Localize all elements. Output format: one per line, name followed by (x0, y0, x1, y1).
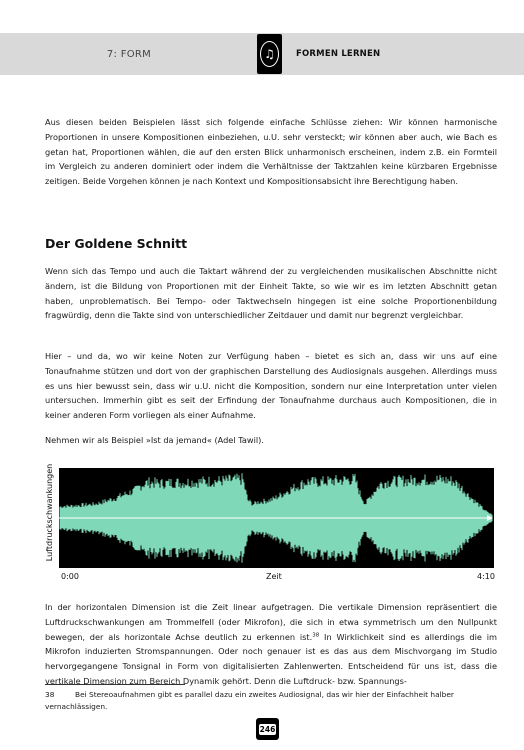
footnote-text: Bei Stereoaufnahmen gibt es parallel dazu ein zweites Audiosignal, das wir hier der Einfachheit halber vernachlässigen. (45, 690, 454, 711)
footnote-reference[interactable]: 38 (312, 631, 320, 638)
intro-paragraph: Aus diesen beiden Beispielen lässt sich folgende einfache Schlüsse ziehen: Wir können harmonische Proportionen in unsere Kompositionen einbeziehen, u.U. sehr versteckt; wir können aber auch, wie Bach es getan hat, Proportionen wählen, die auf den ersten Blick unharmonisch erscheinen, indem z.B. ein Formteil im Vergleich zu anderen dominiert oder indem die Verhältnisse der Taktzahlen keine kürzbaren Ergebnisse zeitigen. Beide Vorgehen können je nach Kontext und Kompositionsabsicht ihre Berechtigung haben. (45, 117, 497, 187)
waveform-start-label: 0:00 (61, 572, 79, 581)
waveform-chart (59, 468, 494, 568)
paragraph-tempo: Wenn sich das Tempo und auch die Taktart während der zu vergleichenden musikalischen Abschnitte nicht ändern, ist die Bildung von Proportionen mit der Einheit Takte, so wie wir es im letzten Abschnitt getan haben, unproblematisch. Bei Tempo- oder Taktwechseln hingegen ist eine solche Proportionenbildung fragwürdig, denn die Takte sind von unterschiedlicher Zeitdauer und damit nur begrenzt vergleichbar. (45, 266, 497, 321)
paragraph-dimensions-part2: In Wirklichkeit sind es allerdings die im Mikrofon induzierten Stromspannungen. Oder noch genauer ist es das aus dem Mischvorgang im Studio hervorgegangene Tonsignal in Form von digitalisierten Zahlenwerten. Entscheidend für uns ist, dass die vertikale Dimension zum Bereich Dynamik gehört. Denn die Luftdruck- bzw. Spannungs- (45, 631, 497, 686)
section-heading: Der Goldene Schnitt (45, 236, 188, 251)
footnote (45, 689, 497, 713)
waveform-end-label: 4:10 (477, 572, 495, 581)
footnote-divider (45, 684, 185, 685)
waveform-ylabel: Luftdruckschwankungen (45, 463, 55, 561)
paragraph-recording: Hier – und da, wo wir keine Noten zur Verfügung haben – bietet es sich an, dass wir uns auf eine Tonaufnahme stützen und dort von der graphischen Darstellung des Audiosignals ausgehen. Allerdings muss es uns hier bewusst sein, dass wir u.U. nicht die Komposition, sondern nur eine Interpretation unter vielen untersuchen. Immerhin gibt es seit der Erfindung der Tonaufnahme durchaus auch Kompositionen, die in keiner anderen Form vorliegen als einer Aufnahme. (45, 351, 497, 421)
page-number-label: 246 (259, 724, 276, 734)
waveform-svg (59, 468, 494, 568)
waveform-xlabel: Zeit (266, 572, 282, 581)
paragraph-dimensions (45, 600, 497, 689)
section-label: FORMEN LERNEN (296, 49, 381, 59)
music-note-icon: ♫ (257, 34, 282, 74)
footnote-number: 38 (45, 690, 55, 699)
chapter-label: 7: FORM (106, 48, 152, 60)
paragraph-dimensions-part1: In der horizontalen Dimension ist die Zeit linear aufgetragen. Die vertikale Dimension repräsentiert die Luftdruckschwankungen am Trommelfell (oder Mikrofon), die sich in etwa symmetrisch um den Nullpunkt bewegen, der als horizontale Achse deutlich zu erkennen ist. (45, 602, 497, 642)
page-number (256, 718, 279, 740)
paragraph-example: Nehmen wir als Beispiel »Ist da jemand« (Adel Tawil). (45, 435, 264, 445)
